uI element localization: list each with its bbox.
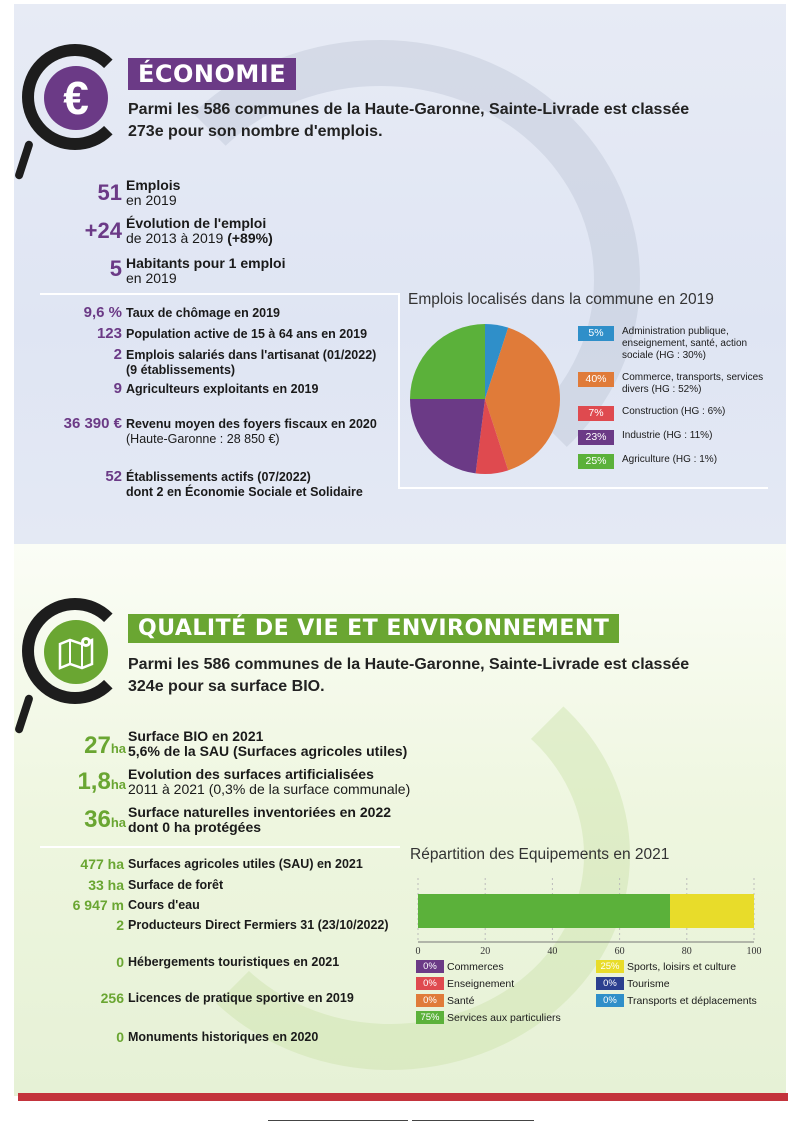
map-pin-icon [56, 632, 96, 672]
detail-value: 123 [96, 325, 122, 342]
legend-value: 0% [596, 977, 624, 990]
legend-item [578, 326, 772, 362]
map-pin-icon [44, 620, 108, 684]
detail-value: 9 [113, 380, 122, 397]
detail-label: Cours d'eau [128, 898, 200, 912]
legend-label: Tourisme [627, 977, 670, 990]
legend-label: Transports et déplacements [627, 994, 757, 1007]
detail-value: 2 [116, 917, 124, 933]
x-tick-label: 0 [415, 946, 421, 957]
detail-label: Revenu moyen des foyers fiscaux en 2020 (Haute-Garonne : 28 850 €) [126, 417, 377, 446]
detail-label: Emplois salariés dans l'artisanat (01/2022) (9 établissements) [126, 348, 377, 377]
legend-label: Construction (HG : 6%) [622, 406, 726, 417]
legend-value: 0% [416, 960, 444, 973]
legend-label: Services aux particuliers [447, 1011, 561, 1024]
legend-label: Commerce, transports, services divers (HG : 52%) [622, 372, 764, 395]
qualite-intro [128, 654, 689, 698]
legend-value: 25% [596, 960, 624, 973]
detail-label: Surface de forêt [128, 878, 224, 892]
pie-slice [410, 324, 485, 399]
intro-line: 324e pour sa surface BIO. [128, 678, 325, 695]
page-tab [412, 1120, 534, 1126]
detail-value: 0 [116, 954, 124, 970]
detail-value: 52 [105, 468, 122, 485]
detail-value: 9,6 % [83, 304, 122, 321]
legend-label: Sports, loisirs et culture [627, 960, 737, 973]
intro-line: Parmi les 586 communes de la Haute-Garonne, Sainte-Livrade est classée [128, 101, 690, 118]
legend-value: 7% [578, 406, 614, 421]
x-tick-label: 20 [480, 946, 491, 957]
legend-item [578, 372, 772, 396]
stat-value: 27ha [84, 732, 126, 759]
economie-details [30, 304, 400, 504]
stat-label: Habitants pour 1 emploi en 2019 [126, 255, 286, 286]
legend-item [596, 994, 757, 1007]
divider [40, 293, 400, 295]
legend-value: 25% [578, 454, 614, 469]
legend-label: Santé [447, 994, 475, 1007]
detail-label: Hébergements touristiques en 2021 [128, 955, 340, 969]
legend-value: 0% [416, 994, 444, 1007]
legend-value: 0% [596, 994, 624, 1007]
legend-item [578, 430, 772, 445]
stat-label: Surface BIO en 2021 5,6% de la SAU (Surfaces agricoles utiles) [128, 728, 408, 759]
stat-label: Surface naturelles inventoriées en 2022 dont 0 ha protégées [128, 804, 392, 835]
legend-item [416, 977, 514, 990]
footer-bar [18, 1093, 788, 1101]
bar-legend [416, 960, 776, 1030]
bar-segment [670, 894, 754, 928]
detail-label: Surfaces agricoles utiles (SAU) en 2021 [128, 857, 363, 871]
economie-intro [128, 99, 689, 143]
intro-line: 273e pour son nombre d'emplois. [128, 123, 383, 140]
intro-line: Parmi les 586 communes de la Haute-Garonne, Sainte-Livrade est classée [128, 656, 690, 673]
legend-label: Enseignement [447, 977, 515, 990]
stat-label: Évolution de l'emploi de 2013 à 2019 (+89%) [126, 215, 273, 246]
x-tick-label: 80 [681, 946, 692, 957]
x-tick-label: 100 [746, 946, 762, 957]
legend-value: 0% [416, 977, 444, 990]
detail-label: Population active de 15 à 64 ans en 2019 [126, 327, 368, 341]
bar-chart-title: Répartition des Equipements en 2021 [410, 846, 670, 863]
qualite-details [30, 856, 400, 1056]
section-title-qualite: QUALITÉ DE VIE ET ENVIRONNEMENT [128, 614, 619, 643]
stat-value: 36ha [84, 806, 126, 833]
legend-item [416, 994, 474, 1007]
legend-item [578, 454, 772, 469]
detail-value: 477 ha [80, 856, 124, 872]
stacked-bar-chart [408, 872, 768, 960]
detail-value: 36 390 € [63, 415, 122, 432]
detail-label: Licences de pratique sportive en 2019 [128, 991, 354, 1005]
detail-value: 256 [100, 990, 124, 1006]
x-tick-label: 40 [547, 946, 558, 957]
euro-icon: € [44, 66, 108, 130]
pie-legend [578, 326, 778, 476]
detail-value: 33 ha [88, 877, 124, 893]
legend-value: 23% [578, 430, 614, 445]
detail-label: Agriculteurs exploitants en 2019 [126, 382, 319, 396]
legend-item [416, 1011, 561, 1024]
page-tab [268, 1120, 408, 1126]
detail-label: Taux de chômage en 2019 [126, 306, 280, 320]
legend-item [596, 960, 736, 973]
detail-label: Établissements actifs (07/2022) dont 2 en Économie Sociale et Solidaire [126, 470, 363, 499]
legend-item [578, 406, 772, 421]
detail-value: 0 [116, 1029, 124, 1045]
x-tick-label: 60 [614, 946, 625, 957]
stat-label: Evolution des surfaces artificialisées 2011 à 2021 (0,3% de la surface communale) [128, 766, 411, 797]
stat-value: 5 [109, 256, 122, 281]
stat-value: 1,8ha [77, 768, 126, 795]
legend-label: Industrie (HG : 11%) [622, 430, 713, 441]
detail-value: 2 [113, 346, 122, 363]
pie-chart [408, 322, 562, 476]
stat-value: +24 [84, 218, 122, 243]
legend-label: Commerces [447, 960, 504, 973]
bar-segment [418, 894, 670, 928]
stat-value: 51 [97, 180, 122, 205]
section-title-economie: ÉCONOMIE [128, 58, 296, 90]
legend-label: Agriculture (HG : 1%) [622, 454, 718, 465]
divider [40, 846, 400, 848]
stat-label: Emplois en 2019 [126, 177, 181, 208]
divider [398, 487, 768, 489]
detail-label: Monuments historiques en 2020 [128, 1030, 319, 1044]
detail-value: 6 947 m [72, 897, 124, 913]
detail-label: Producteurs Direct Fermiers 31 (23/10/2022) [128, 918, 389, 932]
legend-item [596, 977, 670, 990]
pie-slice [410, 399, 485, 473]
pie-chart-title: Emplois localisés dans la commune en 2019 [408, 291, 714, 308]
legend-value: 5% [578, 326, 614, 341]
legend-item [416, 960, 504, 973]
legend-value: 75% [416, 1011, 444, 1024]
legend-value: 40% [578, 372, 614, 387]
legend-label: Administration publique, enseignement, santé, action sociale (HG : 30%) [622, 326, 748, 361]
